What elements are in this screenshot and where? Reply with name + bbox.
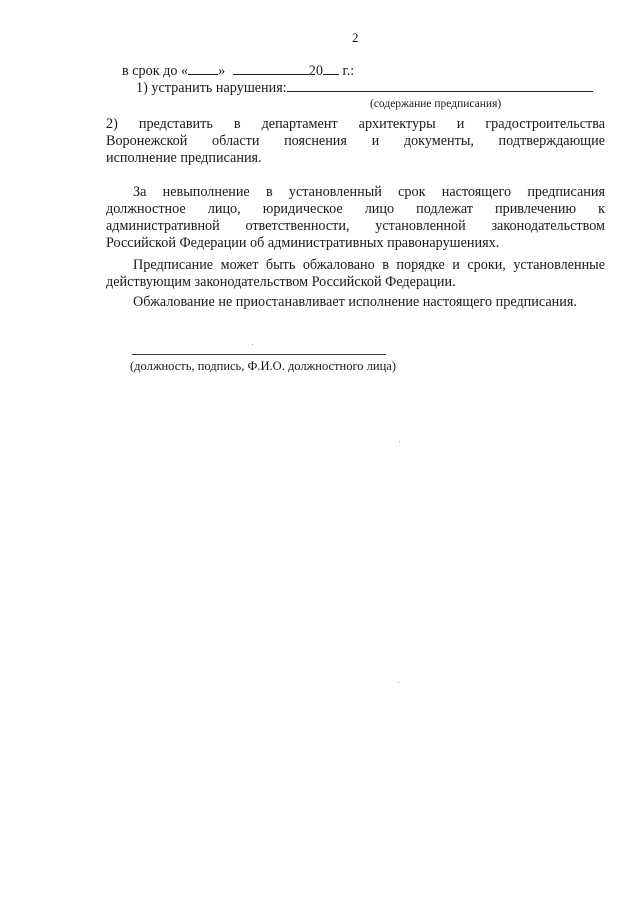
item1-line: [136, 79, 593, 97]
liability-line-2: должностное лицо, юридическое лицо подлежат привлечению к: [106, 201, 605, 217]
day-blank: [188, 62, 218, 75]
item2-line-3: исполнение предписания.: [106, 150, 262, 166]
deadline-year-suffix: г.:: [342, 63, 355, 79]
year-blank: [323, 62, 339, 75]
appeal-line-1: Предписание может быть обжаловано в порядке и сроки, установленные: [133, 257, 605, 273]
item1-label: 1) устранить нарушения:: [136, 80, 287, 96]
deadline-line: [122, 62, 354, 80]
item2-line-2: Воронежской области пояснения и документы, подтверждающие: [106, 133, 605, 149]
item2-line-1: 2) представить в департамент архитектуры и градостроительства: [106, 116, 605, 132]
liability-line-4: Российской Федерации об административных правонарушениях.: [106, 235, 500, 251]
scan-speck: [399, 441, 400, 442]
page-number: 2: [352, 30, 359, 45]
month-blank: [233, 62, 309, 75]
deadline-prefix: в срок до «: [122, 63, 189, 79]
signature-caption: (должность, подпись, Ф.И.О. должностного лица): [130, 359, 396, 373]
item1-caption: (содержание предписания): [370, 98, 502, 110]
scan-speck: [252, 344, 253, 345]
deadline-year-prefix: 20: [308, 63, 323, 79]
item1-blank: [287, 79, 593, 92]
appeal-line-2: действующим законодательством Российской Федерации.: [106, 274, 456, 290]
deadline-quote-close: »: [218, 63, 226, 79]
scan-speck: [398, 682, 399, 683]
liability-line-3: административной ответственности, установленной законодательством: [106, 218, 605, 234]
liability-line-1: За невыполнение в установленный срок настоящего предписания: [133, 184, 605, 200]
no-suspend-line: Обжалование не приостанавливает исполнение настоящего предписания.: [133, 294, 577, 310]
signature-line: [132, 354, 386, 355]
